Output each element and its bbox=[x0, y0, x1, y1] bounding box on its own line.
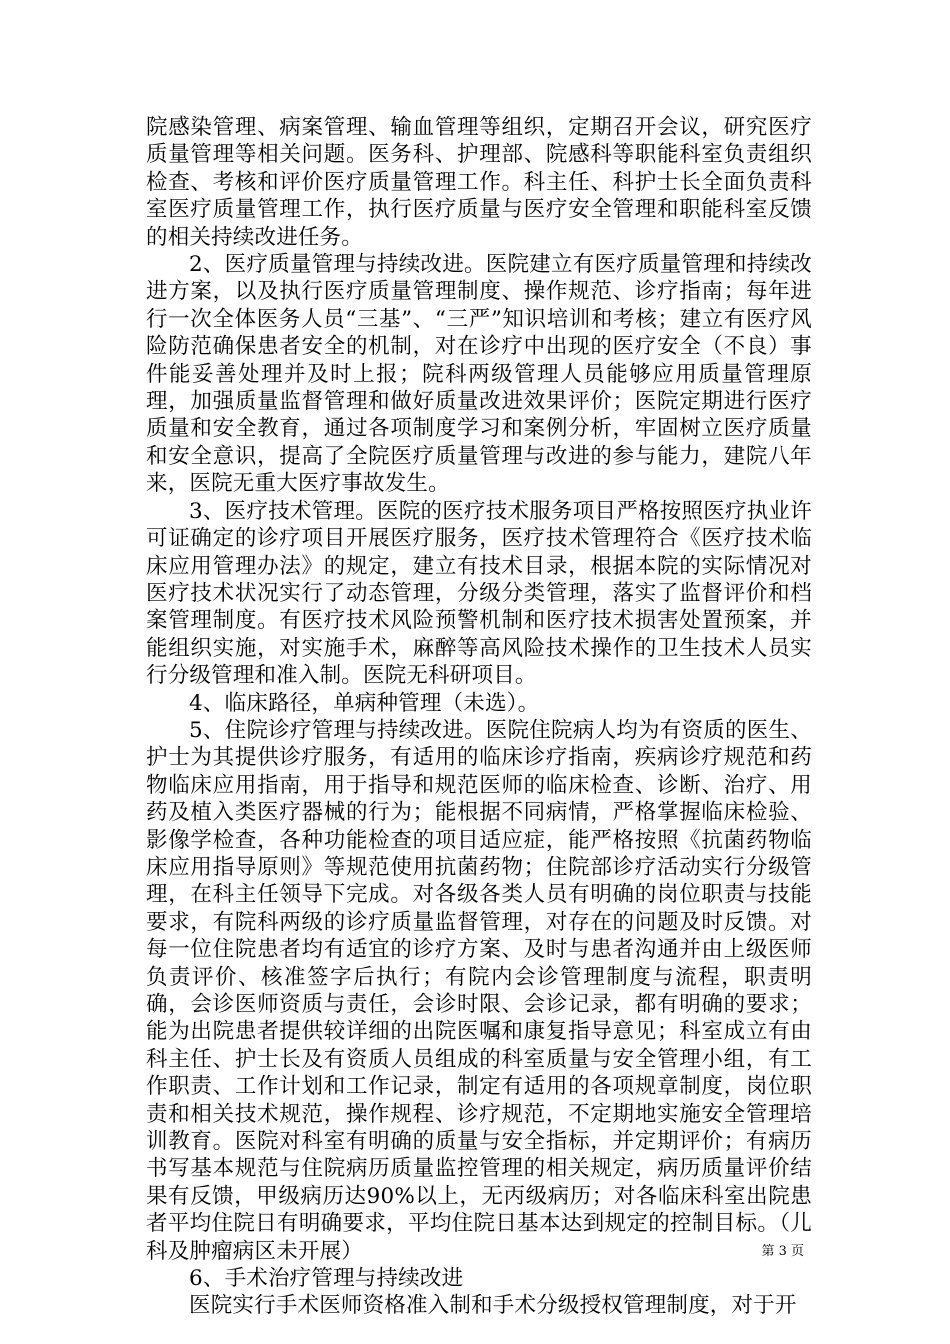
paragraph-continuation: 院感染管理、病案管理、输血管理等组织，定期召开会议，研究医疗质量管理等相关问题。医务科、护理部、院感科等职能科室负责组织检查、考核和评价医疗质量管理工作。科主任、科护士长全面负责科室医疗质量管理工作，执行医疗质量与医疗安全管理和职能科室反馈的相关持续改进任务。 bbox=[146, 115, 812, 250]
paragraph-section-2: 2、医疗质量管理与持续改进。医院建立有医疗质量管理和持续改进方案，以及执行医疗质量管理制度、操作规范、诊疗指南；每年进行一次全体医务人员“三基”、“三严”知识培训和考核；建立有医疗风险防范确保患者安全的机制，对在诊疗中出现的医疗安全（不良）事件能妥善处理并及时上报；院科两级管理人员能够应用质量管理原理，加强质量监督管理和做好质量改进效果评价；医院定期进行医疗质量和安全教育，通过各项制度学习和案例分析，牢固树立医疗质量和安全意识，提高了全院医疗质量管理与改进的参与能力，建院八年来，医院无重大医疗事故发生。 bbox=[146, 252, 812, 497]
heading-section-6: 6、手术治疗管理与持续改进 bbox=[189, 1266, 464, 1292]
document-body bbox=[146, 114, 812, 1320]
paragraph-section-4: 4、临床路径，单病种管理（未选）。 bbox=[189, 690, 540, 716]
page-number: 第 3 页 bbox=[761, 1244, 804, 1259]
paragraph-section-3: 3、医疗技术管理。医院的医疗技术服务项目严格按照医疗执业许可证确定的诊疗项目开展医疗服务，医疗技术管理符合《医疗技术临床应用管理办法》的规定，建立有技术目录，根据本院的实际情况对医疗技术状况实行了动态管理，分级分类管理，落实了监督评价和档案管理制度。有医疗技术风险预警机制和医疗技术损害处置预案，并能组织实施，对实施手术，麻醉等高风险技术操作的卫生技术人员实行分级管理和准入制。医院无科研项目。 bbox=[146, 498, 812, 689]
paragraph-section-5: 5、住院诊疗管理与持续改进。医院住院病人均为有资质的医生、护士为其提供诊疗服务，有适用的临床诊疗指南，疾病诊疗规范和药物临床应用指南，用于指导和规范医师的临床检查、诊断、治疗、用药及植入类医疗器械的行为；能根据不同病情，严格掌握临床检验、影像学检查，各种功能检查的项目适应症，能严格按照《抗菌药物临床应用指导原则》等规范使用抗菌药物；住院部诊疗活动实行分级管理，在科主任领导下完成。对各级各类人员有明确的岗位职责与技能要求，有院科两级的诊疗质量监督管理，对存在的问题及时反馈。对每一位住院患者均有适宜的诊疗方案、及时与患者沟通并由上级医师负责评价、核准签字后执行；有院内会诊管理制度与流程，职责明确，会诊医师资质与责任，会诊时限、会诊记录，都有明确的要求；能为出院患者提供较详细的出院医嘱和康复指导意见；科室成立有由科主任、护士长及有资质人员组成的科室质量与安全管理小组，有工作职责、工作计划和工作记录，制定有适用的各项规章制度，岗位职责和相关技术规范，操作规程、诊疗规范，不定期地实施安全管理培训教育。医院对科室有明确的质量与安全指标，并定期评价；有病历书写基本规范与住院病历质量监控管理的相关规定，病历质量评价结果有反馈，甲级病历达90%以上，无丙级病历；对各临床科室出院患者平均住院日有明确要求，平均住院日基本达到规定的控制目标。（儿科及肿瘤病区未开展） bbox=[146, 717, 812, 1264]
paragraph-section-6: 医院实行手术医师资格准入制和手术分级授权管理制度，对于开 bbox=[189, 1293, 797, 1319]
